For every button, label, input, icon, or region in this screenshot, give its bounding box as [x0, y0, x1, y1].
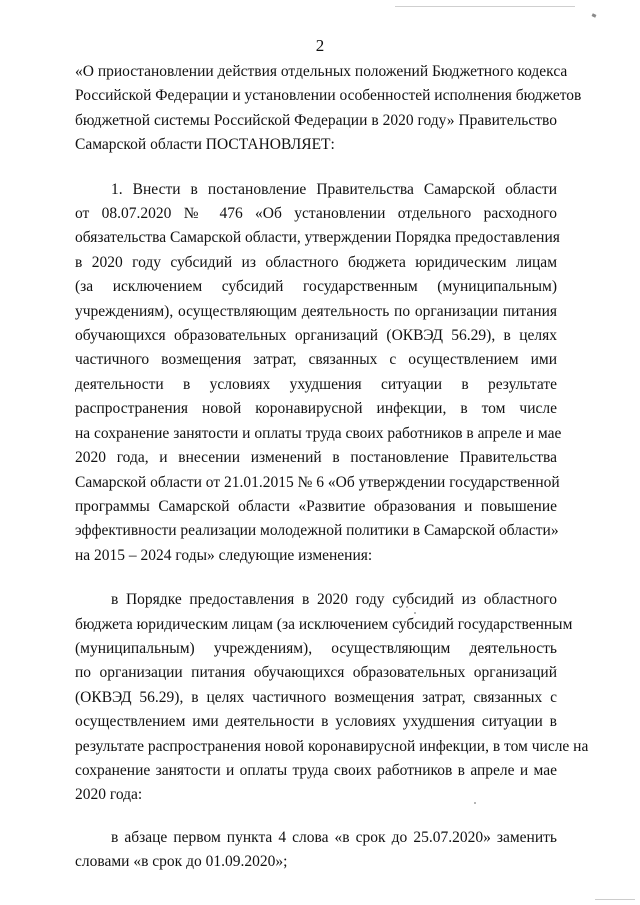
text-line: 1. Внести в постановление Правительства Самарской области: [111, 180, 557, 198]
text-line: (муниципальным) учреждениям), осуществляющим деятельность: [75, 639, 557, 657]
text-line: бюджета юридическим лицам (за исключением субсидий государственным: [75, 615, 573, 633]
text-line: 2020 года:: [75, 786, 143, 804]
paragraph-item-1: [75, 178, 562, 569]
paragraph-order-amendment: [75, 588, 589, 808]
text-line: результате распространения новой коронавирусной инфекции, в том числе на: [75, 737, 589, 755]
document-body: [75, 60, 589, 875]
text-line: Самарской области ПОСТАНОВЛЯЕТ:: [75, 136, 335, 154]
text-line: учреждениям), осуществляющим деятельность по организации питания: [75, 302, 557, 320]
text-line: бюджетной системы Российской Федерации в 2020 году» Правительство: [75, 111, 557, 129]
text-line: от 08.07.2020 № 476 «Об установлении отдельного расходного: [75, 205, 557, 223]
text-line: на 2015 – 2024 годы» следующие изменения:: [75, 546, 373, 564]
text-line: программы Самарской области «Развитие образования и повышение: [75, 497, 557, 515]
text-line: эффективности реализации молодежной политики в Самарской области»: [75, 522, 559, 540]
page-number: 2: [315, 36, 325, 55]
text-line: Российской Федерации и установлении особенностей исполнения бюджетов: [75, 87, 582, 105]
text-line: Самарской области от 21.01.2015 № 6 «Об утверждении государственной: [75, 473, 560, 491]
text-line: в Порядке предоставления в 2020 году субсидий из областного: [111, 591, 557, 609]
paragraph-preamble: [75, 60, 582, 158]
text-line: 2020 года, и внесении изменений в постановление Правительства: [75, 449, 557, 467]
text-line: сохранение занятости и оплаты труда своих работников в апреле и мае: [75, 761, 557, 779]
text-line: «О приостановлении действия отдельных положений Бюджетного кодекса: [75, 63, 568, 80]
text-line: осуществлением ими деятельности в условиях ухудшения ситуации в: [75, 713, 557, 731]
text-line: деятельности в условиях ухудшения ситуации в результате: [75, 375, 557, 393]
text-line: (ОКВЭД 56.29), в целях частичного возмещения затрат, связанных с: [75, 688, 557, 706]
text-line: обучающихся образовательных организаций (ОКВЭД 56.29), в целях: [75, 327, 557, 345]
text-line: (за исключением субсидий государственным (муниципальным): [75, 278, 557, 296]
text-line: обязательства Самарской области, утверждении Порядка предоставления: [75, 229, 560, 247]
paragraph-point-4: [75, 826, 557, 875]
scan-artifact-mark: [592, 13, 597, 17]
text-line: словами «в срок до 01.09.2020»;: [75, 853, 288, 871]
text-line: в абзаце первом пункта 4 слова «в срок до 25.07.2020» заменить: [111, 828, 557, 846]
text-line: по организации питания обучающихся образовательных организаций: [75, 664, 557, 682]
scan-artifact-line: [595, 899, 635, 900]
text-line: на сохранение занятости и оплаты труда своих работников в апреле и мае: [75, 424, 562, 442]
scan-artifact-line: [395, 6, 575, 7]
text-line: распространения новой коронавирусной инфекции, в том числе: [75, 400, 557, 418]
text-line: частичного возмещения затрат, связанных с осуществлением ими: [75, 351, 557, 369]
text-line: в 2020 году субсидий из областного бюджета юридическим лицам: [75, 253, 557, 271]
